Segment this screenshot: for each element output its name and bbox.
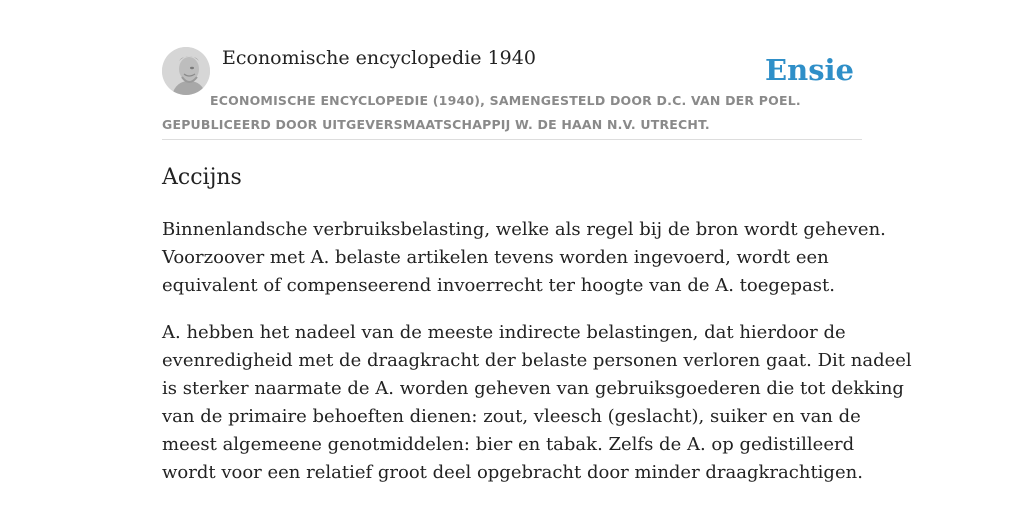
paragraph-line: Binnenlandsche verbruiksbelasting, welke als regel bij de bron wordt geheven.: [162, 219, 886, 240]
source-title[interactable]: Economische encyclopedie 1940: [222, 47, 536, 69]
paragraph-line: equivalent of compenseerend invoerrecht ter hoogte van de A. toegepast.: [162, 275, 835, 296]
paragraph-line: evenredigheid met de draagkracht der belaste personen verloren gaat. Dit nadeel: [162, 350, 912, 371]
paragraph-line: wordt voor een relatief groot deel opgebracht door minder draagkrachtigen.: [162, 462, 863, 483]
paragraph-line: meest algemeene genotmiddelen: bier en tabak. Zelfs de A. op gedistilleerd: [162, 434, 855, 455]
ensie-logo[interactable]: Ensie: [765, 53, 854, 87]
publication-meta-line-2: GEPUBLICEERD DOOR UITGEVERSMAATSCHAPPIJ W. DE HAAN N.V. UTRECHT.: [162, 117, 710, 132]
author-portrait-icon[interactable]: [162, 47, 210, 95]
article-paragraph-2: [162, 319, 912, 487]
header-divider: [162, 139, 862, 140]
paragraph-line: Voorzoover met A. belaste artikelen tevens worden ingevoerd, wordt een: [162, 247, 829, 268]
paragraph-line: van de primaire behoeften dienen: zout, vleesch (geslacht), suiker en van de: [162, 406, 861, 427]
paragraph-line: is sterker naarmate de A. worden geheven van gebruiksgoederen die tot dekking: [162, 378, 904, 399]
article-title: Accijns: [162, 165, 242, 190]
paragraph-line: A. hebben het nadeel van de meeste indirecte belastingen, dat hierdoor de: [162, 322, 846, 343]
article-paragraph-1: [162, 216, 886, 300]
publication-meta-line-1: ECONOMISCHE ENCYCLOPEDIE (1940), SAMENGESTELD DOOR D.C. VAN DER POEL.: [210, 93, 801, 108]
